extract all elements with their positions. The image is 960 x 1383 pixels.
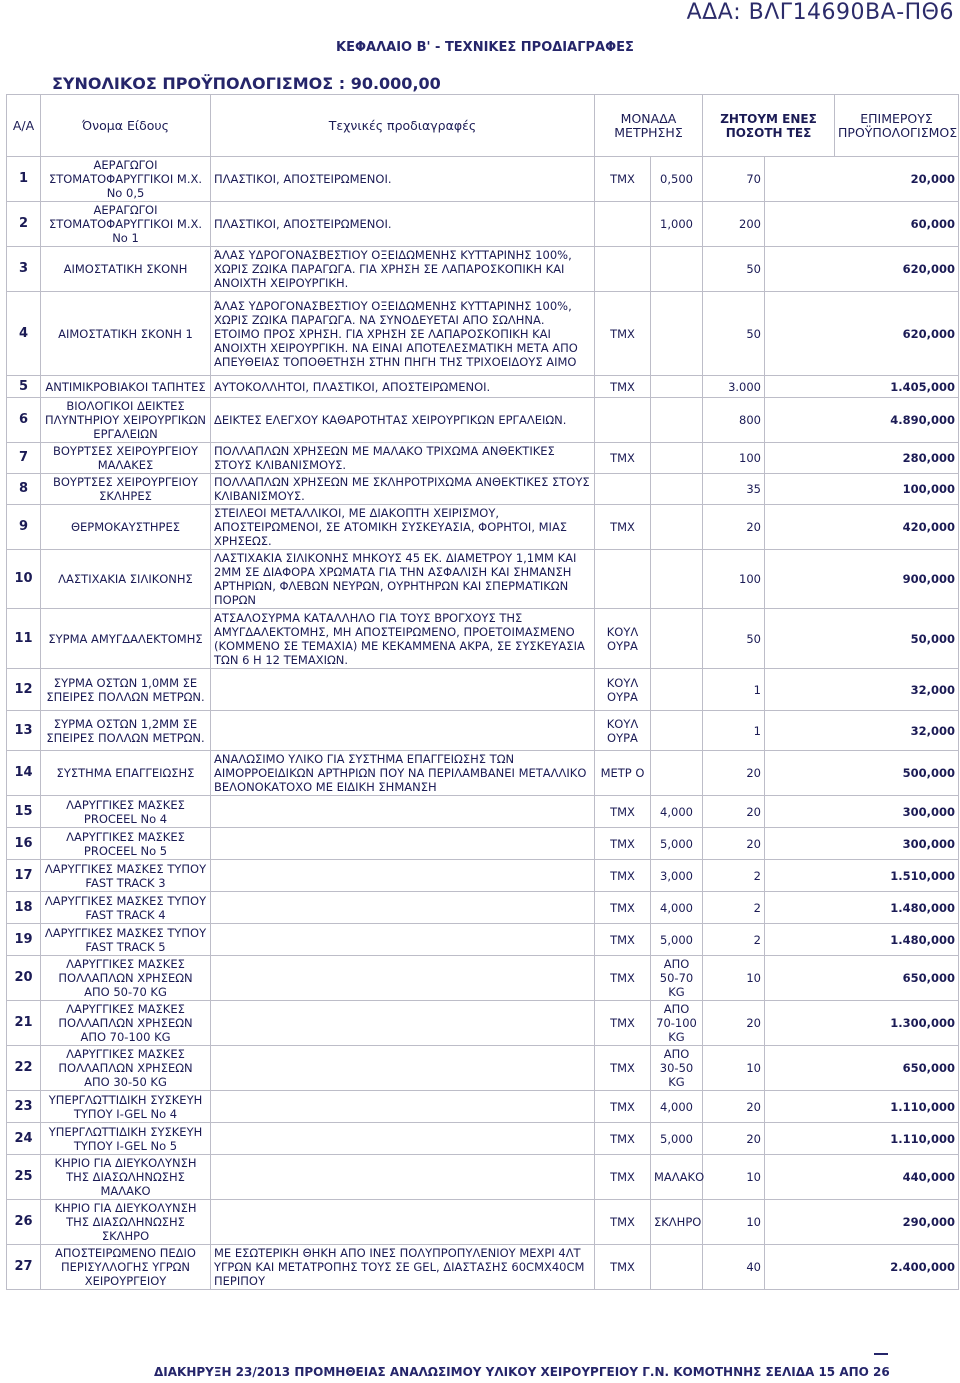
cell-name: ΑΕΡΑΓΩΓΟΙ ΣΤΟΜΑΤΟΦΑΡΥΓΓΙΚΟΙ Μ.Χ. Νο 0,5 (41, 157, 211, 202)
cell-name: ΑΕΡΑΓΩΓΟΙ ΣΤΟΜΑΤΟΦΑΡΥΓΓΙΚΟΙ Μ.Χ. Νο 1 (41, 202, 211, 247)
cell-spec (211, 1091, 595, 1123)
cell-budget: 290,000 (765, 1200, 959, 1245)
cell-qty: 100 (703, 443, 765, 474)
cell-unit: ΤΜΧ (595, 1200, 651, 1245)
cell-spec: ΠΛΑΣΤΙΚΟΙ, ΑΠΟΣΤΕΙΡΩΜΕΝΟΙ. (211, 202, 595, 247)
cell-unit: ΤΜΧ (595, 376, 651, 398)
cell-qty: 20 (703, 1091, 765, 1123)
cell-budget: 1.300,000 (765, 1001, 959, 1046)
col-spec: Τεχνικές προδιαγραφές (211, 95, 595, 157)
cell-spec (211, 796, 595, 828)
cell-unit (595, 474, 651, 505)
cell-qty: 20 (703, 1001, 765, 1046)
cell-size (651, 609, 703, 669)
cell-budget: 500,000 (765, 751, 959, 796)
cell-unit: ΤΜΧ (595, 505, 651, 550)
cell-qty: 3.000 (703, 376, 765, 398)
cell-size (651, 247, 703, 292)
cell-name: ΑΙΜΟΣΤΑΤΙΚΗ ΣΚΟΝΗ 1 (41, 292, 211, 376)
cell-size: ΣΚΛΗΡΟ (651, 1200, 703, 1245)
cell-spec (211, 711, 595, 751)
cell-budget: 620,000 (765, 292, 959, 376)
cell-budget: 100,000 (765, 474, 959, 505)
cell-name: ΛΑΣΤΙΧΑΚΙΑ ΣΙΛΙΚΟΝΗΣ (41, 550, 211, 609)
cell-size (651, 1245, 703, 1290)
cell-budget: 280,000 (765, 443, 959, 474)
col-qty: ΖΗΤΟΥΜ ΕΝΕΣ ΠΟΣΟΤΗ ΤΕΣ (703, 95, 835, 157)
cell-qty: 20 (703, 751, 765, 796)
cell-spec: ΛΑΣΤΙΧΑΚΙΑ ΣΙΛΙΚΟΝΗΣ ΜΗΚΟΥΣ 45 ΕΚ. ΔΙΑΜΕΤΡΟΥ 1,1ΜΜ ΚΑΙ 2ΜΜ ΣΕ ΔΙΑΦΟΡΑ ΧΡΩΜΑΤΑ ΓΙΑ ΤΗΝ ΑΣΦΑΛΙΣΗ ΚΑΙ ΣΗΜΑΝΣΗ ΑΡΤΗΡΙΩΝ, ΦΛΕΒΩΝ ΝΕΥΡΩΝ, ΟΥΡΗΤΗΡΩΝ ΚΑΙ ΣΠΕΡΜΑΤΙΚΩΝ ΠΟΡΩΝ (211, 550, 595, 609)
table-row (7, 860, 959, 892)
cell-qty: 20 (703, 505, 765, 550)
col-budget: ΕΠΙΜΕΡΟΥΣ ΠΡΟΫΠΟΛΟΓΙΣΜΟΣ (835, 95, 959, 157)
cell-spec (211, 828, 595, 860)
cell-qty: 2 (703, 924, 765, 956)
table-row (7, 711, 959, 751)
table-row (7, 956, 959, 1001)
cell-qty: 2 (703, 860, 765, 892)
cell-unit (595, 550, 651, 609)
cell-qty: 1 (703, 669, 765, 711)
table-row (7, 202, 959, 247)
cell-name: ΒΟΥΡΤΣΕΣ ΧΕΙΡΟΥΡΓΕΙΟΥ ΣΚΛΗΡΕΣ (41, 474, 211, 505)
cell-name: ΣΥΣΤΗΜΑ ΕΠΑΓΓΕΙΩΣΗΣ (41, 751, 211, 796)
cell-name: ΣΥΡΜΑ ΟΣΤΩΝ 1,2ΜΜ ΣΕ ΣΠΕΙΡΕΣ ΠΟΛΛΩΝ ΜΕΤΡΩΝ. (41, 711, 211, 751)
table-row (7, 505, 959, 550)
cell-unit: ΤΜΧ (595, 956, 651, 1001)
cell-name: ΛΑΡΥΓΓΙΚΕΣ ΜΑΣΚΕΣ PROCEEL No 4 (41, 796, 211, 828)
cell-unit: ΤΜΧ (595, 1245, 651, 1290)
table-row (7, 292, 959, 376)
cell-budget: 900,000 (765, 550, 959, 609)
cell-spec (211, 860, 595, 892)
cell-budget: 1.110,000 (765, 1091, 959, 1123)
cell-qty: 35 (703, 474, 765, 505)
cell-size: 4,000 (651, 796, 703, 828)
cell-size (651, 751, 703, 796)
cell-aa: 23 (7, 1091, 41, 1123)
cell-size: ΜΑΛΑΚΟ (651, 1155, 703, 1200)
cell-spec (211, 1200, 595, 1245)
cell-size (651, 505, 703, 550)
cell-qty: 800 (703, 398, 765, 443)
cell-name: ΒΟΥΡΤΣΕΣ ΧΕΙΡΟΥΡΓΕΙΟΥ ΜΑΛΑΚΕΣ (41, 443, 211, 474)
cell-qty: 50 (703, 609, 765, 669)
cell-qty: 10 (703, 1046, 765, 1091)
cell-size: 4,000 (651, 892, 703, 924)
table-row (7, 443, 959, 474)
page-footer: ΔΙΑΚΗΡΥΞΗ 23/2013 ΠΡΟΜΗΘΕΙΑΣ ΑΝΑΛΩΣΙΜΟΥ ΥΛΙΚΟΥ ΧΕΙΡΟΥΡΓΕΙΟΥ Γ.Ν. ΚΟΜΟΤΗΝΗΣ ΣΕΛΙΔΑ 15 ΑΠΟ 26 (154, 1365, 890, 1379)
cell-unit: ΤΜΧ (595, 292, 651, 376)
cell-spec (211, 1001, 595, 1046)
cell-size (651, 292, 703, 376)
cell-size: ΑΠΟ 70-100 KG (651, 1001, 703, 1046)
cell-spec: ΠΟΛΛΑΠΛΩΝ ΧΡΗΣΕΩΝ ΜΕ ΣΚΛΗΡΟΤΡΙΧΩΜΑ ΑΝΘΕΚΤΙΚΕΣ ΣΤΟΥΣ ΚΛΙΒΑΝΙΣΜΟΥΣ. (211, 474, 595, 505)
cell-aa: 19 (7, 924, 41, 956)
cell-size: 5,000 (651, 1123, 703, 1155)
cell-budget: 20,000 (765, 157, 959, 202)
cell-unit: ΤΜΧ (595, 1091, 651, 1123)
cell-budget: 60,000 (765, 202, 959, 247)
cell-budget: 650,000 (765, 956, 959, 1001)
table-row (7, 157, 959, 202)
table-row (7, 1200, 959, 1245)
cell-name: ΛΑΡΥΓΓΙΚΕΣ ΜΑΣΚΕΣ ΠΟΛΛΑΠΛΩΝ ΧΡΗΣΕΩΝ ΑΠΟ 70-100 KG (41, 1001, 211, 1046)
table-row (7, 1245, 959, 1290)
cell-budget: 1.110,000 (765, 1123, 959, 1155)
cell-size: 3,000 (651, 860, 703, 892)
cell-size: ΑΠΟ 50-70 KG (651, 956, 703, 1001)
cell-budget: 50,000 (765, 609, 959, 669)
table-row (7, 609, 959, 669)
table-row (7, 892, 959, 924)
cell-aa: 24 (7, 1123, 41, 1155)
table-row (7, 669, 959, 711)
cell-unit: ΤΜΧ (595, 1001, 651, 1046)
cell-budget: 1.480,000 (765, 924, 959, 956)
cell-aa: 7 (7, 443, 41, 474)
cell-name: ΘΕΡΜΟΚΑΥΣΤΗΡΕΣ (41, 505, 211, 550)
cell-aa: 12 (7, 669, 41, 711)
cell-name: ΛΑΡΥΓΓΙΚΕΣ ΜΑΣΚΕΣ ΤΥΠΟΥ FAST TRACK 3 (41, 860, 211, 892)
cell-aa: 2 (7, 202, 41, 247)
cell-aa: 1 (7, 157, 41, 202)
cell-unit: ΤΜΧ (595, 1123, 651, 1155)
cell-qty: 50 (703, 247, 765, 292)
cell-unit: ΤΜΧ (595, 860, 651, 892)
table-row (7, 828, 959, 860)
cell-aa: 25 (7, 1155, 41, 1200)
cell-name: ΛΑΡΥΓΓΙΚΕΣ ΜΑΣΚΕΣ PROCEEL No 5 (41, 828, 211, 860)
table-row (7, 751, 959, 796)
cell-budget: 420,000 (765, 505, 959, 550)
cell-size: ΑΠΟ 30-50 KG (651, 1046, 703, 1091)
cell-aa: 3 (7, 247, 41, 292)
cell-qty: 10 (703, 956, 765, 1001)
cell-budget: 4.890,000 (765, 398, 959, 443)
cell-spec (211, 669, 595, 711)
cell-spec (211, 924, 595, 956)
cell-size (651, 443, 703, 474)
cell-qty: 20 (703, 1123, 765, 1155)
cell-spec: ΔΕΙΚΤΕΣ ΕΛΕΓΧΟΥ ΚΑΘΑΡΟΤΗΤΑΣ ΧΕΙΡΟΥΡΓΙΚΩΝ ΕΡΓΑΛΕΙΩΝ. (211, 398, 595, 443)
cell-budget: 32,000 (765, 711, 959, 751)
cell-unit: ΤΜΧ (595, 892, 651, 924)
cell-aa: 14 (7, 751, 41, 796)
cell-name: ΑΠΟΣΤΕΙΡΩΜΕΝΟ ΠΕΔΙΟ ΠΕΡΙΣΥΛΛΟΓΗΣ ΥΓΡΩΝ ΧΕΙΡΟΥΡΓΕΙΟΥ (41, 1245, 211, 1290)
cell-aa: 18 (7, 892, 41, 924)
cell-size (651, 550, 703, 609)
cell-qty: 40 (703, 1245, 765, 1290)
cell-unit: ΤΜΧ (595, 828, 651, 860)
cell-unit (595, 202, 651, 247)
cell-aa: 6 (7, 398, 41, 443)
cell-aa: 5 (7, 376, 41, 398)
footer-dash (874, 1353, 888, 1355)
cell-spec: ΆΛΑΣ ΥΔΡΟΓΟΝΑΣΒΕΣΤΙΟΥ ΟΞΕΙΔΩΜΕΝΗΣ ΚΥΤΤΑΡΙΝΗΣ 100%, ΧΩΡΙΣ ΖΩΙΚΑ ΠΑΡΑΓΩΓΑ. ΝΑ ΣΥΝΟΔΕΥΕΤΑΙ ΑΠΟ ΣΩΛΗΝΑ. ΕΤΟΙΜΟ ΠΡΟΣ ΧΡΗΣΗ. ΓΙΑ ΧΡΗΣΗ ΣΕ ΛΑΠΑΡΟΣΚΟΠΙΚΗ ΚΑΙ ΑΝΟΙΧΤΗ ΧΕΙΡΟΥΡΓΙΚΗ. ΝΑ ΕΙΝΑΙ ΑΠΟΤΕΛΕΣΜΑΤΙΚΗ ΜΕΤΑ ΑΠΟ ΑΠΕΥΘΕΙΑΣ ΤΟΠΟΘΕΤΗΣΗ ΣΤΗΝ ΠΗΓΗ ΤΗΣ ΤΡΙΧΟΕΙΔΟΥΣ ΑΙΜΟ (211, 292, 595, 376)
spec-table (6, 94, 959, 1290)
cell-size (651, 474, 703, 505)
cell-aa: 13 (7, 711, 41, 751)
cell-qty: 70 (703, 157, 765, 202)
cell-name: ΑΙΜΟΣΤΑΤΙΚΗ ΣΚΟΝΗ (41, 247, 211, 292)
cell-name: ΣΥΡΜΑ ΑΜΥΓΔΑΛΕΚΤΟΜΗΣ (41, 609, 211, 669)
cell-budget: 300,000 (765, 828, 959, 860)
cell-size (651, 711, 703, 751)
cell-name: ΚΗΡΙΟ ΓΙΑ ΔΙΕΥΚΟΛΥΝΣΗ ΤΗΣ ΔΙΑΣΩΛΗΝΩΣΗΣ ΣΚΛΗΡΟ (41, 1200, 211, 1245)
cell-size: 4,000 (651, 1091, 703, 1123)
cell-qty: 2 (703, 892, 765, 924)
table-row (7, 550, 959, 609)
cell-unit: ΤΜΧ (595, 1046, 651, 1091)
cell-spec: ΠΛΑΣΤΙΚΟΙ, ΑΠΟΣΤΕΙΡΩΜΕΝΟΙ. (211, 157, 595, 202)
cell-name: ΛΑΡΥΓΓΙΚΕΣ ΜΑΣΚΕΣ ΠΟΛΛΑΠΛΩΝ ΧΡΗΣΕΩΝ ΑΠΟ 30-50 KG (41, 1046, 211, 1091)
cell-qty: 1 (703, 711, 765, 751)
cell-aa: 27 (7, 1245, 41, 1290)
cell-unit: ΚΟΥΛ ΟΥΡΑ (595, 711, 651, 751)
cell-unit: ΤΜΧ (595, 443, 651, 474)
cell-name: ΛΑΡΥΓΓΙΚΕΣ ΜΑΣΚΕΣ ΤΥΠΟΥ FAST TRACK 4 (41, 892, 211, 924)
table-row (7, 796, 959, 828)
cell-name: ΒΙΟΛΟΓΙΚΟΙ ΔΕΙΚΤΕΣ ΠΛΥΝΤΗΡΙΟΥ ΧΕΙΡΟΥΡΓΙΚΩΝ ΕΡΓΑΛΕΙΩΝ (41, 398, 211, 443)
cell-unit: ΤΜΧ (595, 1155, 651, 1200)
table-row (7, 1155, 959, 1200)
cell-name: ΛΑΡΥΓΓΙΚΕΣ ΜΑΣΚΕΣ ΤΥΠΟΥ FAST TRACK 5 (41, 924, 211, 956)
cell-size (651, 669, 703, 711)
cell-spec: ΠΟΛΛΑΠΛΩΝ ΧΡΗΣΕΩΝ ΜΕ ΜΑΛΑΚΟ ΤΡΙΧΩΜΑ ΑΝΘΕΚΤΙΚΕΣ ΣΤΟΥΣ ΚΛΙΒΑΝΙΣΜΟΥΣ. (211, 443, 595, 474)
col-unit: ΜΟΝΑΔΑ ΜΕΤΡΗΣΗΣ (595, 95, 703, 157)
cell-size: 5,000 (651, 828, 703, 860)
cell-spec (211, 956, 595, 1001)
cell-size: 5,000 (651, 924, 703, 956)
cell-size: 0,500 (651, 157, 703, 202)
cell-unit: ΜΕΤΡ Ο (595, 751, 651, 796)
table-row (7, 1046, 959, 1091)
cell-spec: ΑΥΤΟΚΟΛΛΗΤΟΙ, ΠΛΑΣΤΙΚΟΙ, ΑΠΟΣΤΕΙΡΩΜΕΝΟΙ. (211, 376, 595, 398)
cell-qty: 100 (703, 550, 765, 609)
cell-aa: 20 (7, 956, 41, 1001)
cell-unit: ΤΜΧ (595, 157, 651, 202)
cell-spec (211, 892, 595, 924)
table-row (7, 1001, 959, 1046)
cell-spec (211, 1155, 595, 1200)
cell-spec (211, 1123, 595, 1155)
cell-unit: ΤΜΧ (595, 796, 651, 828)
cell-spec: ΜΕ ΕΣΩΤΕΡΙΚΗ ΘΗΚΗ ΑΠΟ ΙΝΕΣ ΠΟΛΥΠΡΟΠΥΛΕΝΙΟΥ ΜΕΧΡΙ 4ΛΤ ΥΓΡΩΝ ΚΑΙ ΜΕΤΑΤΡΟΠΗΣ ΤΟΥΣ ΣΕ GEL, ΔΙΑΣΤΑΣΗΣ 60CMX40CM ΠΕΡΙΠΟΥ (211, 1245, 595, 1290)
ada-code: ΑΔΑ: ΒΛΓ14690ΒΑ-ΠΘ6 (686, 0, 954, 25)
cell-spec: ΆΛΑΣ ΥΔΡΟΓΟΝΑΣΒΕΣΤΙΟΥ ΟΞΕΙΔΩΜΕΝΗΣ ΚΥΤΤΑΡΙΝΗΣ 100%, ΧΩΡΙΣ ΖΩΙΚΑ ΠΑΡΑΓΩΓΑ. ΓΙΑ ΧΡΗΣΗ ΣΕ ΛΑΠΑΡΟΣΚΟΠΙΚΗ ΚΑΙ ΑΝΟΙΧΤΗ ΧΕΙΡΟΥΡΓΙΚΗ. (211, 247, 595, 292)
cell-aa: 9 (7, 505, 41, 550)
cell-aa: 11 (7, 609, 41, 669)
cell-aa: 22 (7, 1046, 41, 1091)
cell-qty: 20 (703, 796, 765, 828)
chapter-title: ΚΕΦΑΛΑΙΟ Β' - ΤΕΧΝΙΚΕΣ ΠΡΟΔΙΑΓΡΑΦΕΣ (336, 40, 634, 55)
cell-unit: ΚΟΥΛ ΟΥΡΑ (595, 669, 651, 711)
cell-budget: 1.480,000 (765, 892, 959, 924)
cell-name: ΛΑΡΥΓΓΙΚΕΣ ΜΑΣΚΕΣ ΠΟΛΛΑΠΛΩΝ ΧΡΗΣΕΩΝ ΑΠΟ 50-70 KG (41, 956, 211, 1001)
cell-unit (595, 247, 651, 292)
table-row (7, 376, 959, 398)
cell-qty: 50 (703, 292, 765, 376)
cell-aa: 17 (7, 860, 41, 892)
cell-spec (211, 1046, 595, 1091)
cell-unit: ΤΜΧ (595, 924, 651, 956)
total-budget: ΣΥΝΟΛΙΚΟΣ ΠΡΟΫΠΟΛΟΓΙΣΜΟΣ : 90.000,00 (52, 74, 441, 93)
cell-budget: 650,000 (765, 1046, 959, 1091)
table-row (7, 924, 959, 956)
cell-spec: ΣΤΕΙΛΕΟΙ ΜΕΤΑΛΛΙΚΟΙ, ΜΕ ΔΙΑΚΟΠΤΗ ΧΕΙΡΙΣΜΟΥ, ΑΠΟΣΤΕΙΡΩΜΕΝΟΙ, ΣΕ ΑΤΟΜΙΚΗ ΣΥΣΚΕΥΑΣΙΑ, ΦΟΡΗΤΟΙ, ΜΙΑΣ ΧΡΗΣΕΩΣ. (211, 505, 595, 550)
cell-aa: 15 (7, 796, 41, 828)
cell-qty: 200 (703, 202, 765, 247)
cell-size (651, 376, 703, 398)
table-row (7, 1091, 959, 1123)
table-row (7, 398, 959, 443)
cell-aa: 4 (7, 292, 41, 376)
cell-budget: 440,000 (765, 1155, 959, 1200)
cell-name: ΥΠΕΡΓΛΩΤΤΙΔΙΚΗ ΣΥΣΚΕΥΗ ΤΥΠΟΥ I-GEL No 4 (41, 1091, 211, 1123)
cell-aa: 8 (7, 474, 41, 505)
cell-name: ΥΠΕΡΓΛΩΤΤΙΔΙΚΗ ΣΥΣΚΕΥΗ ΤΥΠΟΥ I-GEL No 5 (41, 1123, 211, 1155)
cell-budget: 2.400,000 (765, 1245, 959, 1290)
cell-spec: ΑΝΑΛΩΣΙΜΟ ΥΛΙΚΟ ΓΙΑ ΣΥΣΤΗΜΑ ΕΠΑΓΓΕΙΩΣΗΣ ΤΩΝ ΑΙΜΟΡΡΟΕΙΔΙΚΩΝ ΑΡΤΗΡΙΩΝ ΠΟΥ ΝΑ ΠΕΡΙΛΑΜΒΑΝΕΙ ΜΕΤΑΛΛΙΚΟ ΒΕΛΟΝΟΚΑΤΟΧΟ ΜΕ ΕΙΔΙΚΗ ΣΗΜΑΝΣΗ (211, 751, 595, 796)
cell-qty: 20 (703, 828, 765, 860)
cell-aa: 26 (7, 1200, 41, 1245)
col-name: Όνομα Είδους (41, 95, 211, 157)
cell-name: ΚΗΡΙΟ ΓΙΑ ΔΙΕΥΚΟΛΥΝΣΗ ΤΗΣ ΔΙΑΣΩΛΗΝΩΣΗΣ ΜΑΛΑΚΟ (41, 1155, 211, 1200)
table-row (7, 1123, 959, 1155)
cell-budget: 300,000 (765, 796, 959, 828)
cell-spec: ΑΤΣΑΛΟΣΥΡΜΑ ΚΑΤΑΛΛΗΛΟ ΓΙΑ ΤΟΥΣ ΒΡΟΓΧΟΥΣ ΤΗΣ ΑΜΥΓΔΑΛΕΚΤΟΜΗΣ, ΜΗ ΑΠΟΣΤΕΙΡΩΜΕΝΟ, ΠΡΟΕΤΟΙΜΑΣΜΕΝΟ (ΚΟΜΜΕΝΟ ΣΕ ΤΕΜΑΧΙΑ) ΜΕ ΚΕΚΑΜΜΕΝΑ ΑΚΡΑ, ΣΕ ΣΥΣΚΕΥΑΣΙΑ ΤΩΝ 6 Η 12 ΤΕΜΑΧΙΩΝ. (211, 609, 595, 669)
cell-qty: 10 (703, 1155, 765, 1200)
cell-name: ΑΝΤΙΜΙΚΡΟΒΙΑΚΟΙ ΤΑΠΗΤΕΣ (41, 376, 211, 398)
cell-size: 1,000 (651, 202, 703, 247)
cell-budget: 32,000 (765, 669, 959, 711)
cell-budget: 1.510,000 (765, 860, 959, 892)
cell-name: ΣΥΡΜΑ ΟΣΤΩΝ 1,0ΜΜ ΣΕ ΣΠΕΙΡΕΣ ΠΟΛΛΩΝ ΜΕΤΡΩΝ. (41, 669, 211, 711)
cell-unit: ΚΟΥΛ ΟΥΡΑ (595, 609, 651, 669)
cell-unit (595, 398, 651, 443)
table-row (7, 247, 959, 292)
cell-budget: 620,000 (765, 247, 959, 292)
col-aa: Α/Α (7, 95, 41, 157)
cell-budget: 1.405,000 (765, 376, 959, 398)
cell-aa: 21 (7, 1001, 41, 1046)
cell-qty: 10 (703, 1200, 765, 1245)
table-row (7, 474, 959, 505)
cell-size (651, 398, 703, 443)
cell-aa: 16 (7, 828, 41, 860)
cell-aa: 10 (7, 550, 41, 609)
